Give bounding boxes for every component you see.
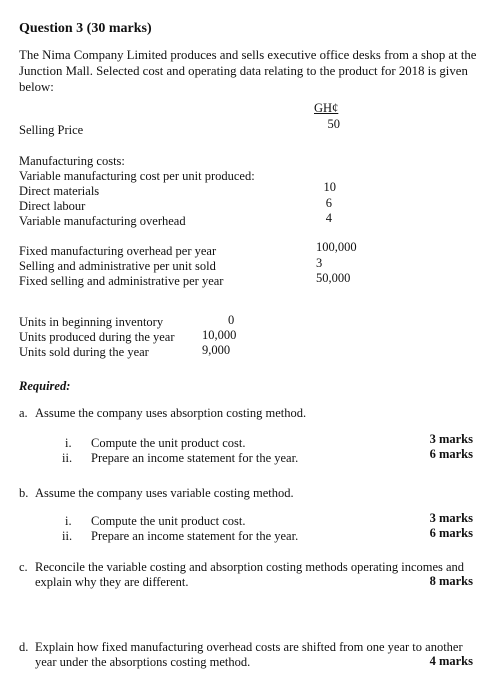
part-b-i-text: Compute the unit product cost. xyxy=(91,514,246,528)
part-b-marker: b. xyxy=(19,486,29,500)
selling-price-value: 50 xyxy=(327,117,340,131)
part-a-ii-marker: ii. xyxy=(62,451,73,465)
variable-overhead-label: Variable manufacturing overhead xyxy=(19,214,186,228)
part-b-i-marker: i. xyxy=(65,514,72,528)
question-intro: The Nima Company Limited produces and sells executive office desks from a shop at the Junction Mall. Selected cost and operating data relating to the product for 2018 is given below: xyxy=(19,48,477,94)
part-b-i-marks: 3 marks xyxy=(429,511,473,525)
part-b-ii-marker: ii. xyxy=(62,529,73,543)
direct-materials-label: Direct materials xyxy=(19,184,100,198)
fixed-mfg-overhead-value: 100,000 xyxy=(316,240,357,254)
selling-admin-unit-label: Selling and administrative per unit sold xyxy=(19,259,216,273)
part-c-marker: c. xyxy=(19,560,28,574)
question-title: Question 3 (30 marks) xyxy=(19,21,152,36)
part-d-marks: 4 marks xyxy=(429,654,473,668)
units-sold-value: 9,000 xyxy=(202,343,231,357)
units-produced-value: 10,000 xyxy=(202,328,237,342)
part-d-line1: Explain how fixed manufacturing overhead costs are shifted from one year to another xyxy=(35,640,463,654)
direct-labour-value: 6 xyxy=(325,196,332,210)
selling-admin-unit-value: 3 xyxy=(316,256,323,270)
units-produced-label: Units produced during the year xyxy=(19,330,175,344)
part-d-marker: d. xyxy=(19,640,29,654)
selling-price-label: Selling Price xyxy=(19,123,84,137)
part-a-ii-text: Prepare an income statement for the year. xyxy=(91,451,299,465)
part-d-line2: year under the absorptions costing method. xyxy=(35,655,251,669)
part-a-marker: a. xyxy=(19,406,28,420)
part-b-ii-text: Prepare an income statement for the year. xyxy=(91,529,299,543)
part-c-line2: explain why they are different. xyxy=(35,575,189,589)
direct-materials-value: 10 xyxy=(323,180,336,194)
units-beginning-value: 0 xyxy=(228,313,235,327)
part-a-i-marks: 3 marks xyxy=(429,432,473,446)
required-label: Required: xyxy=(19,379,71,393)
part-b-text: Assume the company uses variable costing method. xyxy=(35,486,294,500)
fixed-mfg-overhead-label: Fixed manufacturing overhead per year xyxy=(19,244,217,258)
part-a-i-marker: i. xyxy=(65,436,72,450)
units-sold-label: Units sold during the year xyxy=(19,345,149,359)
part-c-line1: Reconcile the variable costing and absorption costing methods operating incomes and xyxy=(35,560,465,574)
currency-header: GH¢ xyxy=(314,101,339,115)
part-c-marks: 8 marks xyxy=(429,574,473,588)
part-a-text: Assume the company uses absorption costing method. xyxy=(35,406,307,420)
part-b-ii-marks: 6 marks xyxy=(429,526,473,540)
fixed-selling-admin-value: 50,000 xyxy=(316,271,351,285)
manufacturing-subheading: Variable manufacturing cost per unit produced: xyxy=(19,169,255,183)
direct-labour-label: Direct labour xyxy=(19,199,86,213)
part-a-i-text: Compute the unit product cost. xyxy=(91,436,246,450)
units-beginning-label: Units in beginning inventory xyxy=(19,315,164,329)
fixed-selling-admin-label: Fixed selling and administrative per year xyxy=(19,274,224,288)
variable-overhead-value: 4 xyxy=(325,211,332,225)
part-a-ii-marks: 6 marks xyxy=(429,447,473,461)
manufacturing-heading: Manufacturing costs: xyxy=(19,154,125,168)
